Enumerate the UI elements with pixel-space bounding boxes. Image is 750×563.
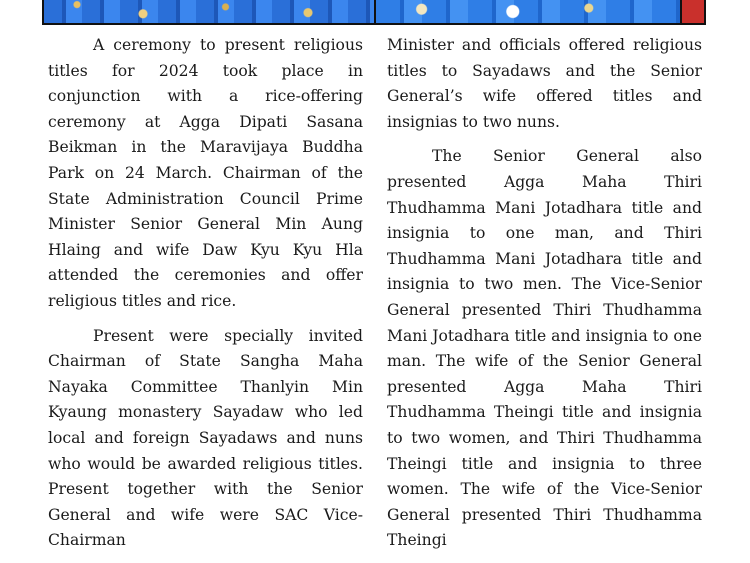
photo-left-panel (44, 0, 374, 23)
photo-red-edge (680, 0, 704, 23)
article-column-left (48, 33, 363, 563)
photo-right-panel (376, 0, 680, 23)
paragraph-continued: Minister and officials offered religious titles to Sayadaws and the Senior General’s wife offered titles and insignias to two nuns. (387, 36, 702, 131)
paragraph: A ceremony to present religious titles for 2024 took place in conjunction with a rice-offering ceremony at Agga Dipati Sasana Beikman in the Maravijaya Buddha Park on 24 March. Chairman of the State Administration Council Prime Minister Senior General Min Aung Hlaing and wife Daw Kyu Kyu Hla attended the ceremonies and offer religious titles and rice. (48, 36, 363, 310)
paragraph: Present were specially invited Chairman of State Sangha Maha Nayaka Committee Thanlyin Min Kyaung monastery Sayadaw who led local and foreign Sayadaws and nuns who would be awarded religious titles. Present together with the Senior General and wife were SAC Vice-Chairman (48, 326, 363, 550)
paragraph: The Senior General also presented Agga Maha Thiri Thudhamma Mani Jotadhara title and insignia to one man, and Thiri Thudhamma Mani Jotadhara title and insignia to two men. The Vice-Senior General presented Thiri Thudhamma Mani Jotadhara title and insignia to one man. The wife of the Senior General presented Agga Maha Thiri Thudhamma Theingi title and insignia to two women, and Thiri Thudhamma Theingi title and insignia to three women. The wife of the Vice-Senior General presented Thiri Thudhamma Theingi (387, 147, 703, 550)
article-photo (42, 0, 706, 25)
article-column-right (387, 33, 702, 563)
